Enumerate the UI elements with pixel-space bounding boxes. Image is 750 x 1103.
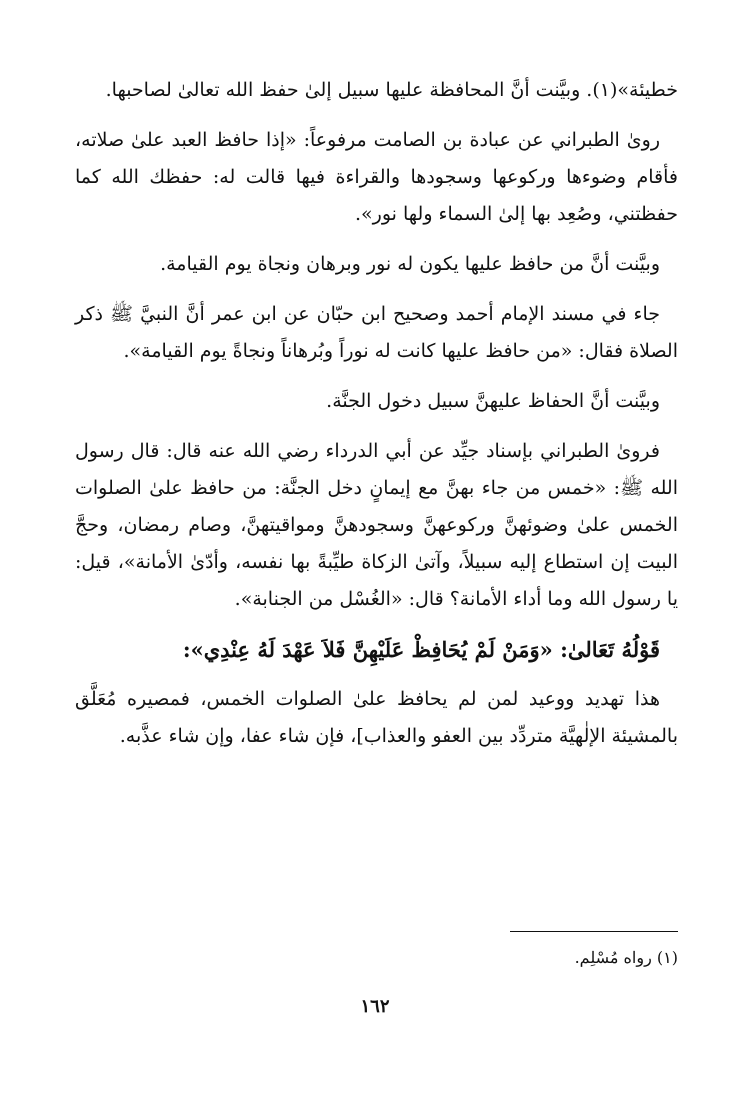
page-number: ١٦٢ — [360, 996, 390, 1017]
section-heading: قَوْلُهُ تَعَالىٰ: «وَمَنْ لَمْ يُحَافِظْ عَلَيْهِنَّ فَلاَ عَهْدَ لَهُ عِنْدِي»: — [182, 637, 660, 662]
paragraph-6: فرویٰ الطبراني بإسناد جيِّد عن أبي الدرداء رضي الله عنه قال: قال رسول الله ﷺ: «خمس من جاء بهنَّ مع إيمانٍ دخل الجنَّة: من حافظ علىٰ الصلوات الخمس علىٰ وضوئهنَّ وركوعهنَّ وسجودهنَّ ومواقيتهنَّ، وصام رمضان، وحجَّ البيت إن استطاع إليه سبيلاً، وآتىٰ الزكاة طيِّبةً بها نفسه، وأدّىٰ الأمانة»، قيل: يا رسول الله وما أداء الأمانة؟ قال: «الغُسْل من الجنابة». — [75, 440, 678, 610]
paragraph-4: جاء في مسند الإمام أحمد وصحيح ابن حبّان عن ابن عمر أنَّ النبيَّ ﷺ ذكر الصلاة فقال: «من حافظ عليها كانت له نوراً وبُرهاناً ونجاةً يوم القيامة». — [75, 303, 678, 362]
page-body — [75, 72, 678, 768]
footnote-divider — [510, 931, 678, 932]
paragraph-5: وبيَّنت أنَّ الحفاظ عليهنَّ سبيل دخول الجنَّة. — [326, 390, 660, 412]
closing-paragraph: هذا تهديد ووعيد لمن لم يحافظ علىٰ الصلوات الخمس، فمصيره مُعَلَّق بالمشيئة الإلٰهيَّة متردِّد بين العفو والعذاب]، فإن شاء عفا، وإن شاء عذَّبه. — [75, 688, 678, 747]
paragraph-3: وبيَّنت أنَّ من حافظ عليها يكون له نور وبرهان ونجاة يوم القيامة. — [160, 253, 660, 275]
footnote: (١) رواه مُسْلِم. — [574, 948, 678, 967]
paragraph-2: رویٰ الطبراني عن عبادة بن الصامت مرفوعاً: «إذا حافظ العبد علىٰ صلاته، فأقام وضوءها وركوعها وسجودها والقراءة فيها قالت له: حفظك الله كما حفظتني، وصُعِد بها إلىٰ السماء ولها نور». — [75, 129, 678, 225]
paragraph-1: خطيئة»(١). وبيَّنت أنَّ المحافظة عليها سبيل إلىٰ حفظ الله تعالىٰ لصاحبها. — [105, 79, 678, 101]
